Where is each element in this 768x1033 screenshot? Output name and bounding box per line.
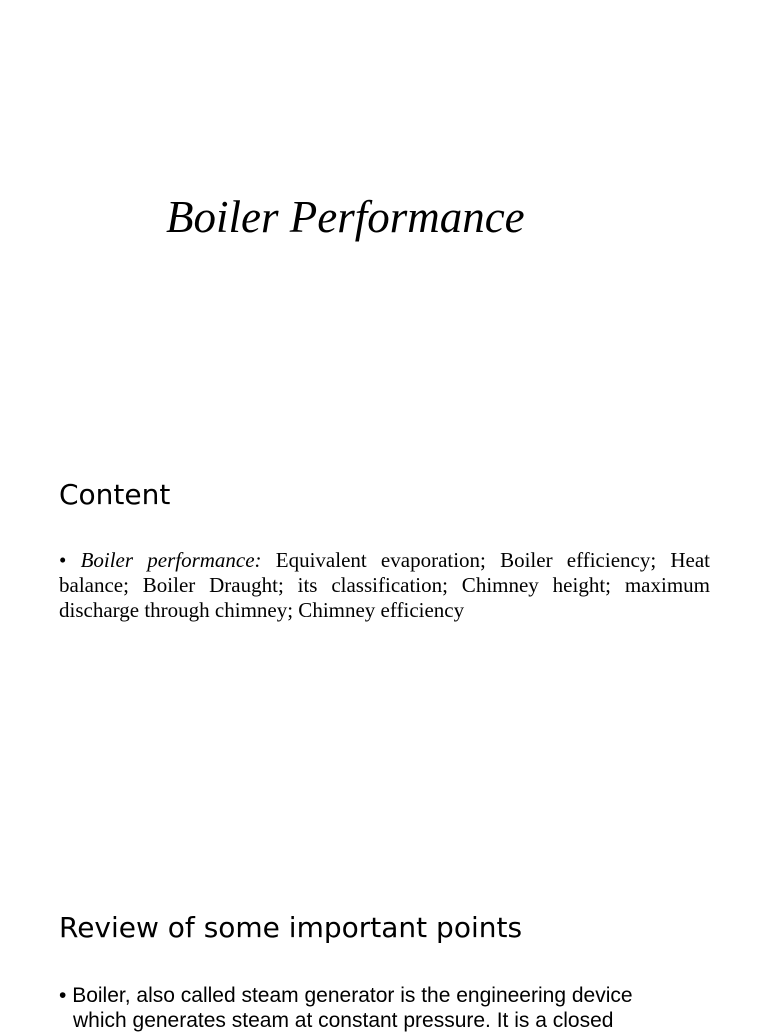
review-bullet — [59, 983, 719, 1033]
bullet-text: Equivalent evaporation; Boiler efficiency; Heat balance; Boiler Draught; its classification; Chimney height; maximum discharge through chimney; Chimney efficiency — [59, 548, 711, 622]
content-heading: Content — [59, 478, 171, 511]
bullet-marker: • — [59, 548, 67, 572]
bullet-marker: • — [59, 984, 67, 1007]
review-line-2: which generates steam at constant pressure. It is a closed — [73, 1009, 614, 1032]
review-line-1 — [59, 983, 719, 1008]
bullet-label: Boiler performance: — [80, 548, 262, 572]
slide-title: Boiler Performance — [166, 192, 525, 242]
content-bullet — [59, 548, 710, 623]
review-text-line-1: Boiler, also called steam generator is the engineering device — [72, 984, 633, 1007]
review-heading: Review of some important points — [59, 911, 523, 944]
